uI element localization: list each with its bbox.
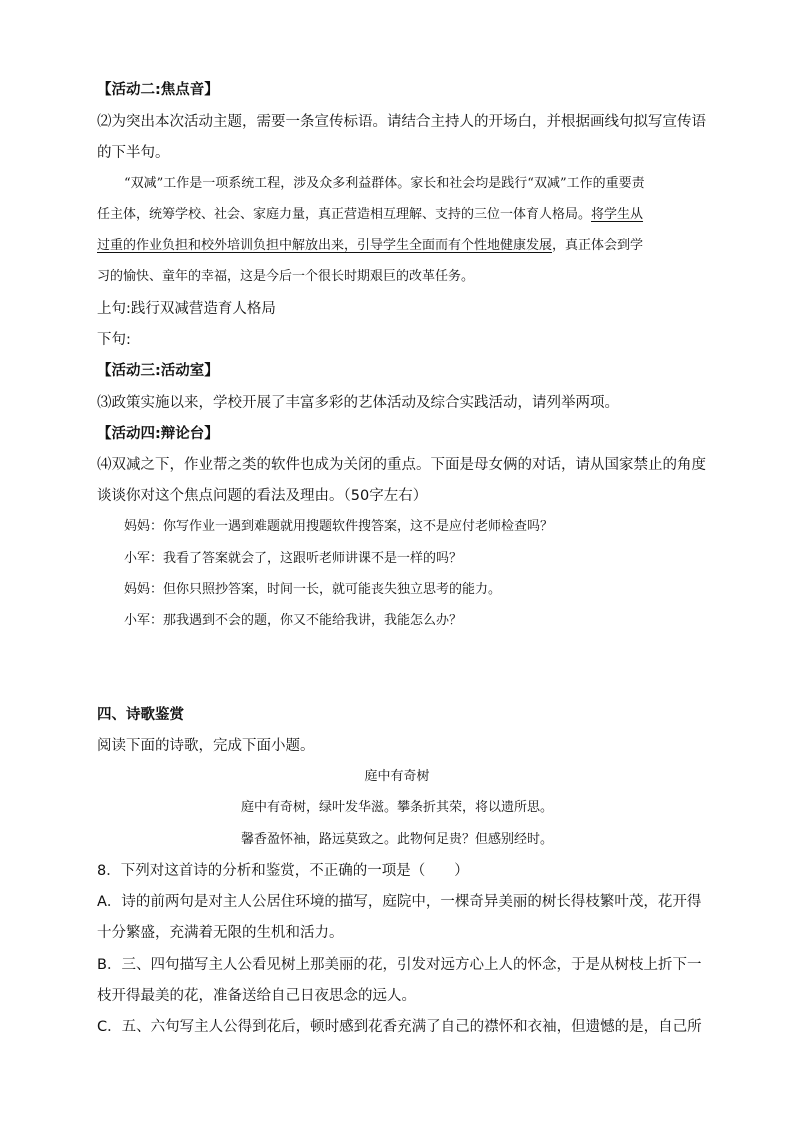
question-4-line-1: ⑷双减之下，作业帮之类的软件也成为关闭的重点。下面是母女俩的对话，请从国家禁止的角度 <box>97 457 706 473</box>
lower-line: 下句: <box>97 332 131 348</box>
question-4-line-2: 谈谈你对这个焦点问题的看法及理由。（50字左右） <box>97 488 428 504</box>
passage-line-1: “双减”工作是一项系统工程，涉及众多利益群体。家长和社会均是践行“双减”工作的重要责 <box>124 176 645 191</box>
question-3: ⑶政策实施以来，学校开展了丰富多彩的艺体活动及综合实践活动，请列举两项。 <box>97 395 619 411</box>
activity2-heading: 【活动二:焦点音】 <box>97 82 219 98</box>
underlined-sentence-start: 将学生从 <box>591 207 644 222</box>
question-2-line-2: 的下半句。 <box>97 145 170 161</box>
option-b-line-1: B．三、四句描写主人公看见树上那美丽的花，引发对远方心上人的怀念，于是从树枝上折下一 <box>97 957 702 973</box>
section4-heading: 四、诗歌鉴赏 <box>97 707 184 723</box>
poem-title: 庭中有奇树 <box>364 769 430 784</box>
section4-intro: 阅读下面的诗歌，完成下面小题。 <box>97 738 315 754</box>
dialogue-line: 小军：那我遇到不会的题，你又不能给我讲，我能怎么办？ <box>124 613 463 628</box>
activity4-heading: 【活动四:辩论台】 <box>97 426 219 442</box>
passage-line-3-tail: ，真正体会到学 <box>552 238 644 253</box>
option-a-line-1: A．诗的前两句是对主人公居住环境的描写，庭院中，一棵奇异美丽的树长得枝繁叶茂，花开得 <box>97 894 702 910</box>
poem-line-2: 馨香盈怀袖，路远莫致之。此物何足贵？但感别经时。 <box>240 832 553 847</box>
dialogue-line: 妈妈：但你只照抄答案，时间一长，就可能丧失独立思考的能力。 <box>124 582 502 597</box>
question-8-stem: 8．下列对这首诗的分析和鉴赏，不正确的一项是（ ） <box>97 863 469 879</box>
dialogue-line: 妈妈：你写作业一遇到难题就用搜题软件搜答案，这不是应付老师检查吗？ <box>124 519 554 534</box>
activity3-heading: 【活动三:活动室】 <box>97 363 219 379</box>
dialogue-line: 小军：我看了答案就会了，这跟听老师讲课不是一样的吗？ <box>124 551 463 566</box>
passage-line-4: 习的愉快、童年的幸福，这是今后一个很长时期艰巨的改革任务。 <box>97 269 475 284</box>
passage-line-2-text: 任主体，统筹学校、社会、家庭力量，真正营造相互理解、支持的三位一体育人格局。 <box>97 207 592 222</box>
poem-line-1: 庭中有奇树，绿叶发华滋。攀条折其荣，将以遗所思。 <box>240 800 553 815</box>
option-c-line-1: C．五、六句写主人公得到花后，顿时感到花香充满了自己的襟怀和衣袖，但遗憾的是，自己所 <box>97 1019 702 1035</box>
passage-line-2 <box>97 205 643 225</box>
passage-line-3 <box>97 236 643 256</box>
underlined-sentence-end: 过重的作业负担和校外培训负担中解放出来，引导学生全面而有个性地健康发展 <box>97 238 553 253</box>
option-a-line-2: 十分繁盛，充满着无限的生机和活力。 <box>97 925 344 941</box>
question-2-line-1: ⑵为突出本次活动主题，需要一条宣传标语。请结合主持人的开场白，并根据画线句拟写宣传语 <box>97 114 706 130</box>
upper-line: 上句:践行双减营造育人格局 <box>97 301 276 317</box>
option-b-line-2: 枝开得最美的花，准备送给自己日夜思念的远人。 <box>97 988 416 1004</box>
